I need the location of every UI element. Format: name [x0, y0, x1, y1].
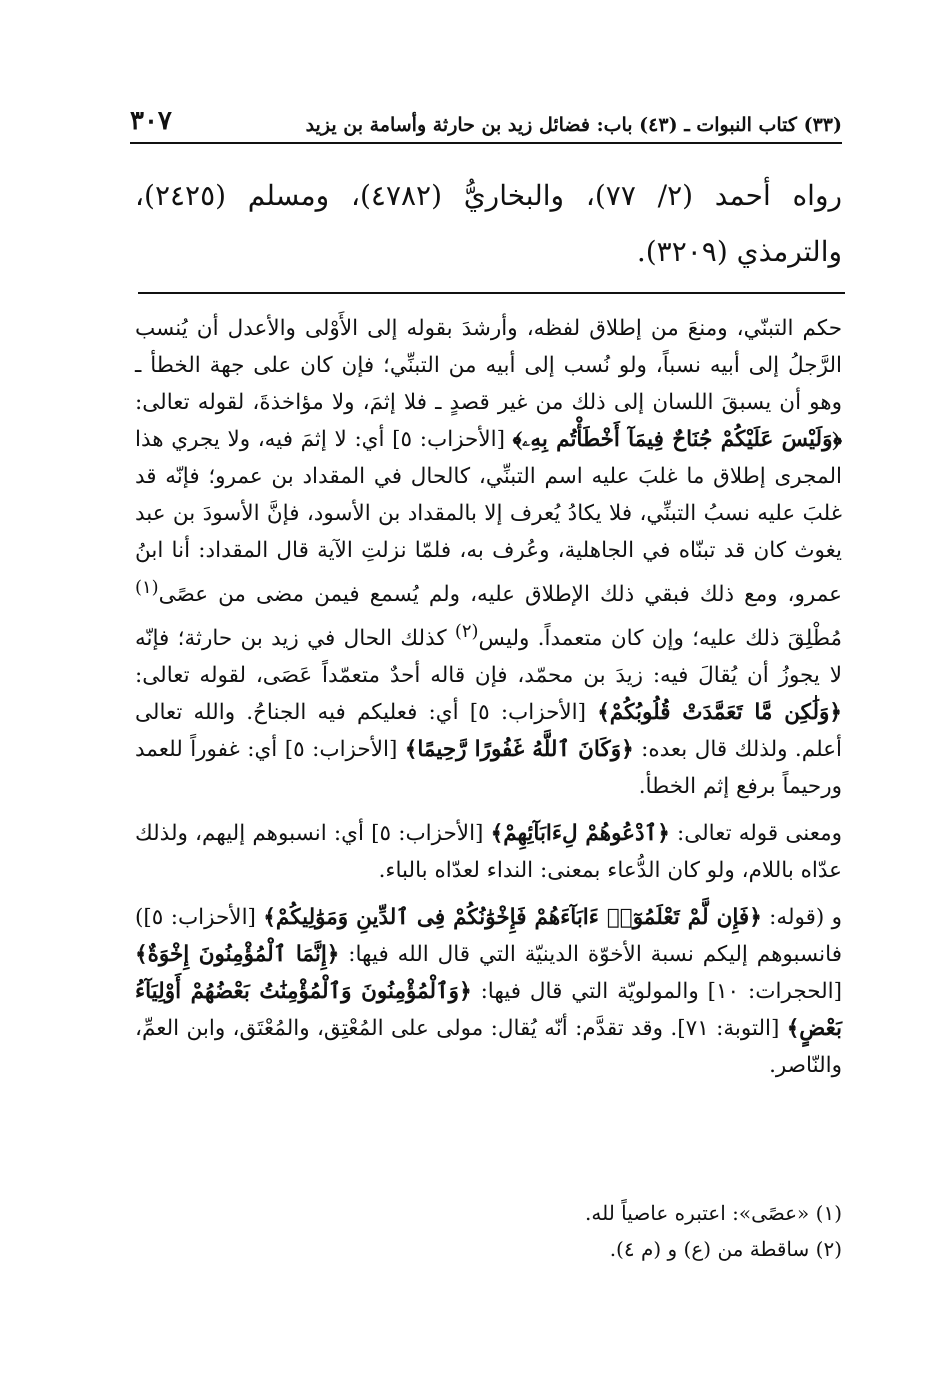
footnotes — [135, 1195, 842, 1267]
text-run: [التوبة: ٧١]. وقد تقدَّم: أنّه يُقال: مولى على المُعْتِق، والمُعْتَق، وابن العمِّ، والنّاصر. — [135, 1016, 842, 1079]
running-title: (٣٣) كتاب النبوات ـ (٤٣) باب: فضائل زيد بن حارثة وأسامة بن يزيد — [305, 114, 842, 136]
hadith-reference: رواه أحمد (٢/ ٧٧)، والبخاريُّ (٤٧٨٢)، ومسلم (٢٤٢٥)، والترمذي (٣٢٠٩). — [135, 179, 842, 268]
text-run: [الأحزاب: ٥] أي: فعليكم فيه الجناحُ. والله تعالى أعلم. ولذلك قال بعده: — [135, 700, 842, 763]
footnote-2: (٢) ساقطة من (ع) و (م ٤). — [609, 1237, 842, 1261]
footnote-1: (١) «عصًى»: اعتبره عاصياً لله. — [585, 1201, 842, 1225]
text-run: كذلك الحال في زيد بن حارثة؛ فإنّه لا يجوزُ أن يُقالَ فيه: زيدَ بن محمّد، فإن قاله أحدٌ متعمّداً عَصَى، لقوله تعالى: — [135, 626, 842, 689]
commentary-paragraph-3 — [135, 899, 842, 1084]
page-number: ٣٠٧ — [130, 106, 172, 136]
text-run: [الأحزاب: ٥]) فانسبوهم إليكم نسبة الأخوّة الدينيّة التي قال الله فيها: — [135, 905, 842, 968]
text-run: [الأحزاب: ٥] أي: غفوراً للعمد ورحيماً برفع إثم الخطأ. — [135, 737, 842, 800]
commentary-paragraph-2 — [135, 815, 842, 889]
text-run: مُطْلِقَ ذلك عليه؛ وإن كان متعمداً. وليس — [478, 626, 842, 652]
commentary-paragraph-1 — [135, 310, 842, 805]
quran-verse: ﴿وَلَيْسَ عَلَيْكُمْ جُنَاحٌ فِيمَآ أَخْطَأْتُم بِهِۦ﴾ — [512, 427, 842, 452]
text-run: [الأحزاب: ٥] أي: انسبوهم إليهم، ولذلك عدّاه باللام، ولو كان الدُّعاء بمعنى: النداء لعدّاه بالباء. — [135, 821, 842, 884]
quran-verse: ﴿وَكَانَ ٱللَّهُ غَفُورًا رَّحِيمًا﴾ — [404, 737, 634, 763]
commentary-body — [135, 310, 842, 1094]
quran-verse: ﴿وَٱلْمُؤْمِنُونَ وَٱلْمُؤْمِنَٰتُ بَعْضُهُمْ أَوْلِيَآءُ بَعْضٍ﴾ — [135, 979, 842, 1042]
footnote-marker-1: (١) — [135, 577, 159, 598]
quran-verse: ﴿وَلَٰكِن مَّا تَعَمَّدَتْ قُلُوبُكُمْ﴾ — [597, 700, 842, 726]
text-run: حكم التبنّي، ومنعَ من إطلاق لفظه، وأرشدَ بقوله إلى الأَوْلى والأعدل أن يُنسب الرَّجلُ إلى أبيه نسباً، ولو نُسب إلى أبيه من التبنِّي؛ فإن كان على جهة الخطأ ـ وهو أن يسبقَ اللسان إلى ذلك من غير قصدٍ ـ فلا إثمَ، ولا مؤاخذةَ، لقوله تعالى: — [135, 316, 842, 415]
text-run: [الأحزاب: ٥] أي: لا إثمَ فيه، ولا يجري هذا المجرى إطلاق ما غلبَ عليه اسم التبنِّي، كالحال في المقداد بن عمرو؛ فإنّه قد غلبَ عليه نسبُ التبنِّي، فلا يكادُ يُعرف إلا بالمقداد بن الأسود، فإنَّ الأسودَ بن عبد يغوث كان قد تبنّاه في الجاهلية، وعُرف به، فلمّا نزلتِ الآية قال المقداد: أنا ابنُ عمرو، ومع ذلك فبقي ذلك الإطلاق عليه، ولم يُسمع فيمن مضى من عصًى — [135, 427, 842, 608]
quran-verse: ﴿ٱدْعُوهُمْ لِءَابَآئِهِمْ﴾ — [490, 821, 670, 847]
text-run: [الحجرات: ١٠] والمولويّة التي قال فيها: — [471, 979, 842, 1005]
text-run: ومعنى قوله تعالى: — [669, 821, 843, 847]
page-header — [130, 100, 842, 144]
quran-verse: ﴿فَإِن لَّمْ تَعْلَمُوٓا۟ ءَابَآءَهُمْ فَإِخْوَٰنُكُمْ فِى ٱلدِّينِ وَمَوَٰلِيكُمْ﴾ — [263, 905, 762, 931]
section-divider — [138, 292, 845, 294]
text-run: و (قوله: — [761, 905, 842, 931]
quran-verse: ﴿إِنَّمَا ٱلْمُؤْمِنُونَ إِخْوَةٌ﴾ — [135, 942, 340, 968]
footnote-marker-2: (٢) — [454, 621, 479, 643]
